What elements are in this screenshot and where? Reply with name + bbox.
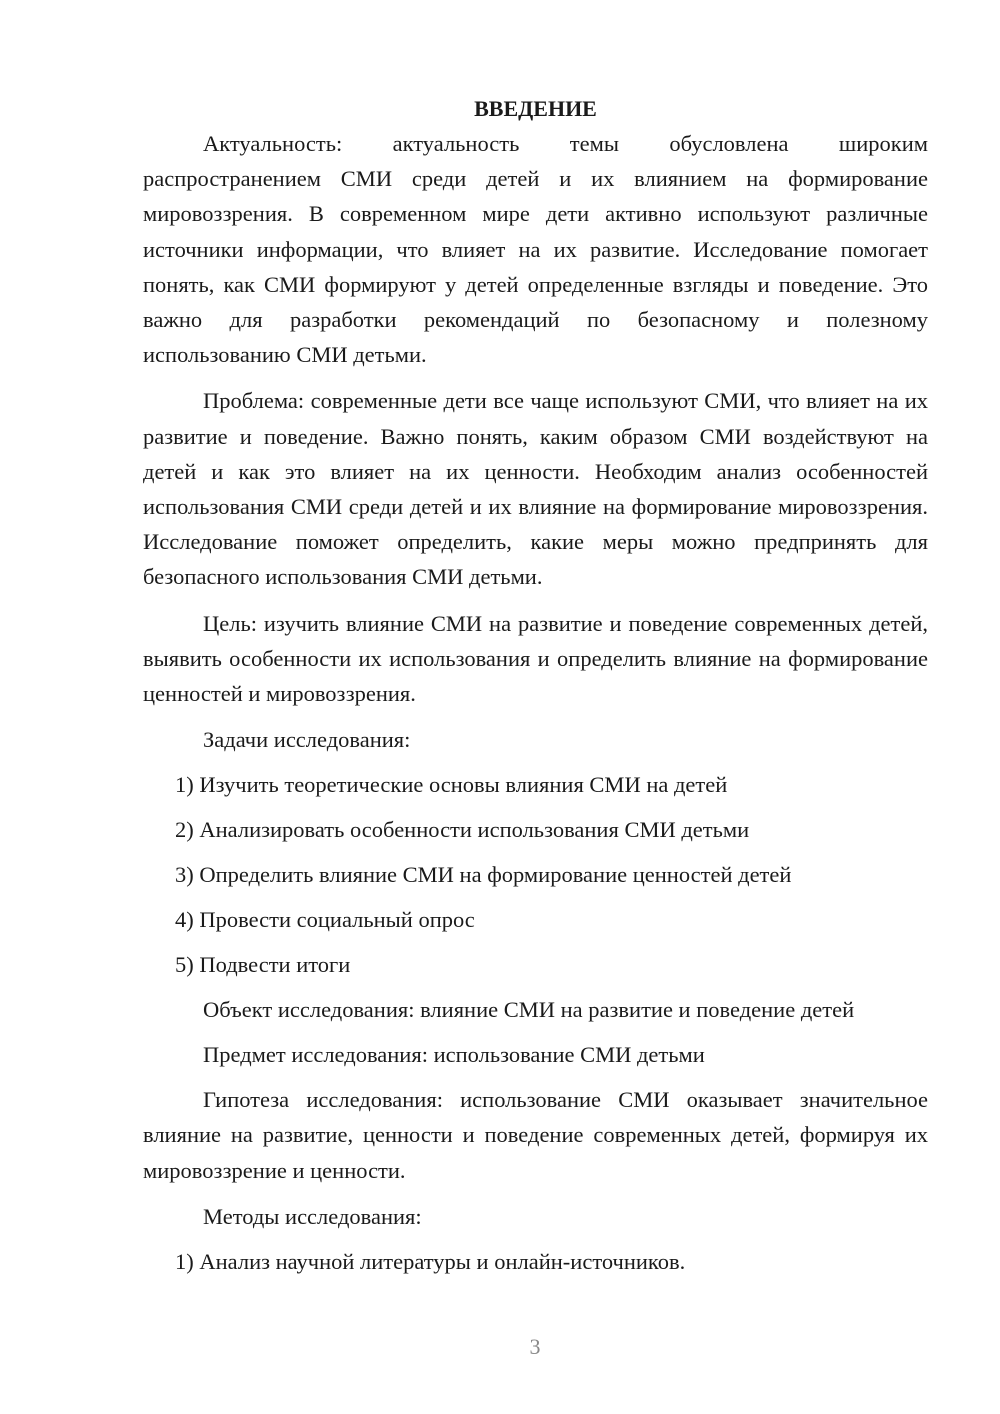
list-item: 2) Анализировать особенности использования СМИ детьми xyxy=(175,817,750,843)
relevance-paragraph: Актуальность: актуальность темы обусловлена широким распространением СМИ среди детей и их влиянием на формирование мировоззрения. В современном мире дети активно используют различные источники информации, что влияет на их развитие. Исследование помогает понять, как СМИ формируют у детей определенные взгляды и поведение. Это важно для разработки рекомендаций по безопасному и полезному использованию СМИ детьми. xyxy=(143,131,928,368)
object-line: Объект исследования: влияние СМИ на развитие и поведение детей xyxy=(203,997,855,1023)
list-item: 4) Провести социальный опрос xyxy=(175,907,475,933)
tasks-heading: Задачи исследования: xyxy=(203,727,411,753)
list-item: 3) Определить влияние СМИ на формирование ценностей детей xyxy=(175,862,792,888)
methods-heading: Методы исследования: xyxy=(203,1203,422,1229)
subject-line: Предмет исследования: использование СМИ детьми xyxy=(203,1042,705,1068)
list-item: 1) Анализ научной литературы и онлайн-источников. xyxy=(175,1248,686,1274)
section-title: ВВЕДЕНИЕ xyxy=(474,96,597,121)
list-item: 5) Подвести итоги xyxy=(175,952,351,978)
methods-list xyxy=(143,1244,928,1279)
hypothesis-paragraph: Гипотеза исследования: использование СМИ оказывает значительное влияние на развитие, ценности и поведение современных детей, формируя их мировоззрение и ценности. xyxy=(143,1087,928,1183)
goal-paragraph: Цель: изучить влияние СМИ на развитие и поведение современных детей, выявить особенности их использования и определить влияние на формирование ценностей и мировоззрения. xyxy=(143,610,928,707)
page-number: 3 xyxy=(529,1334,541,1359)
problem-paragraph: Проблема: современные дети все чаще используют СМИ, что влияет на их развитие и поведение. Важно понять, каким образом СМИ воздействуют на детей и как это влияет на их ценности. Необходим анализ особенностей использования СМИ среди детей и их влияние на формирование мировоззрения. Исследование поможет определить, какие меры можно предпринять для безопасного использования СМИ детьми. xyxy=(143,388,928,590)
list-item: 1) Изучить теоретические основы влияния СМИ на детей xyxy=(175,772,728,798)
tasks-list xyxy=(143,767,928,982)
document-page xyxy=(143,92,928,1289)
